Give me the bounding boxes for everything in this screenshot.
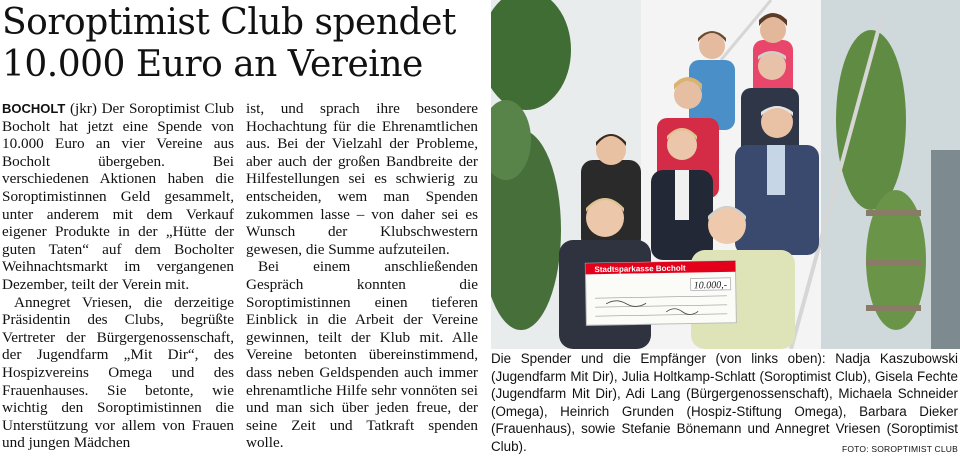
dateline: BOCHOLT [2,101,66,116]
group-photo-illustration [491,0,960,349]
article-column-2 [246,100,478,452]
donation-check [585,261,736,326]
check-bank-name: Stadtsparkasse Bocholt [594,263,686,275]
headline [2,2,482,86]
paragraph: ist, und sprach ihre besondere Hochachtung für die Ehrenamtlichen aus. Bei der Vielzahl der Probleme, aber auch der großen Bandbreite der Hilfestellungen sei es schwierig zu entscheiden, wem man Spenden zukommen lasse – von daher sei es Wunsch der Klubschwestern gewesen, die Summe aufzuteilen. [246,100,478,258]
article-column-1 [2,100,234,452]
paragraph-text: Der Soroptimist Club Bocholt hat jetzt eine Spende von 10.000 Euro an vier Vereine aus Bocholt übergeben. Bei verschiedenen Aktionen haben die Soroptimistinnen Geld gesammelt, unter anderem mit dem Verkauf eigener Produkte in der „Hütte der guten Taten“ auf dem Bocholter Weihnachtsmarkt im vergangenen Dezember, teilt der Verein mit. [2,100,234,293]
headline-line-1: Soroptimist Club spendet [2,2,456,43]
photo-credit: FOTO: SOROPTIMIST CLUB [841,444,958,454]
check-amount: 10.000,- [693,279,728,292]
photo-caption: Die Spender und die Empfänger (von links oben): Nadja Kaszubowski (Jugendfarm Mit Dir), Julia Holtkamp-Schlatt (Soroptimist Club), Gisela Fechte (Jugendfarm Mit Dir), Adi Lang (Bürgergenossenschaft), Michaela Schneider (Omega), Heinrich Grunden (Hospiz-Stiftung Omega), Barbara Dieker (Frauenhaus), sowie Stefanie Bönemann und Annegret Vriesen (Soroptimist Club). [491,351,958,454]
paragraph: Annegret Vriesen, die derzeitige Präsidentin des Clubs, begrüßte Vertreter der Bürgergenossenschaft, der Jugendfarm „Mit Dir“, des Hospizvereins Omega und des Frauenhauses. Sie betonte, wie wichtig den Soroptimistinnen die Unterstützung vor allem von Frauen und jungen Mädchen [2,293,234,452]
paragraph [2,100,234,294]
paragraph: Bei einem anschließenden Gespräch konnten die Soroptimistinnen einen tieferen Einblick in die Arbeit der Vereine gewinnen, teilt der Klub mit. Alle Vereine betonten übereinstimmend, dass neben Geldspenden auch immer ehrenamtliche Hilfe sehr vonnöten sei und man sich über jeden freue, der seine Zeit und Tatkraft spenden wolle. [246,258,478,452]
group-photo [491,0,960,349]
author: (jkr) [69,100,97,117]
headline-line-2: 10.000 Euro an Vereine [2,44,423,85]
